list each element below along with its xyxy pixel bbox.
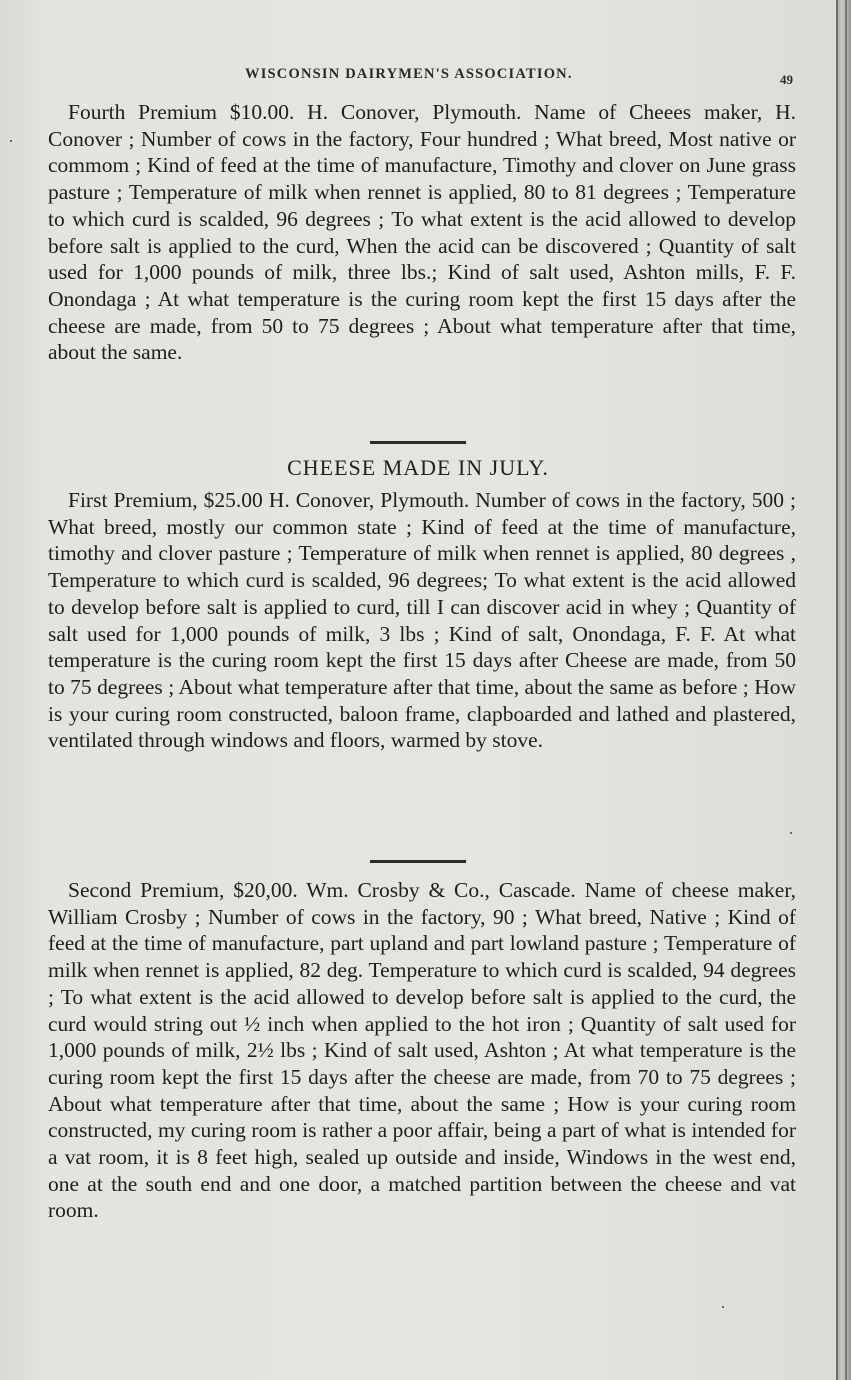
running-head xyxy=(0,66,836,86)
paragraph-july-second-premium: Second Premium, $20,00. Wm. Crosby & Co., Cascade. Name of cheese maker, William Crosby ; Number of cows in the factory, 90 ; What breed, Native ; Kind of feed at the time of manufacture, part upland and part lowland pasture ; Temperature of milk when rennet is applied, 82 deg. Temperature to which curd is scalded, 94 degrees ; To what extent is the acid allowed to develop before salt is applied to the curd, the curd would string out ½ inch when applied to the hot iron ; Quantity of salt used for 1,000 pounds of milk, 2½ lbs ; Kind of salt used, Ashton ; At what temperature is the curing room kept the first 15 days after the cheese are made, from 70 to 75 degrees ; About what temperature after that time, about the same ; How is your curing room constructed, my curing room is rather a poor affair, being a part of what is intended for a vat room, it is 8 feet high, sealed up outside and inside, Windows in the west end, one at the south end and one door, a matched partition between the cheese and vat room. xyxy=(48,878,796,1223)
page-edge xyxy=(836,0,851,1380)
page-number: 49 xyxy=(780,72,793,87)
paragraph-divider xyxy=(370,860,466,863)
ink-speck xyxy=(722,1306,724,1308)
ink-speck xyxy=(790,832,792,834)
page-edge-line xyxy=(845,0,847,1380)
page-edge-line xyxy=(836,0,838,1380)
paragraph-fourth-premium: Fourth Premium $10.00. H. Conover, Plymouth. Name of Cheees maker, H. Conover ; Number of cows in the factory, Four hundred ; What breed, Most native or commom ; Kind of feed at the time of manufacture, Timothy and clover on June grass pasture ; Temperature of milk when rennet is applied, 80 to 81 degrees ; Temperature to which curd is scalded, 96 degrees ; To what extent is the acid allowed to develop before salt is applied to the curd, When the acid can be discovered ; Quantity of salt used for 1,000 pounds of milk, three lbs.; Kind of salt used, Ashton mills, F. F. Onondaga ; At what temperature is the curing room kept the first 15 days after the cheese are made, from 50 to 75 degrees ; About what temperature after that time, about the same. xyxy=(48,100,796,365)
ink-speck xyxy=(10,140,12,142)
section-divider xyxy=(370,441,466,444)
section-heading: CHEESE MADE IN JULY. xyxy=(287,455,549,480)
paragraph-july-first-premium: First Premium, $25.00 H. Conover, Plymouth. Number of cows in the factory, 500 ; What breed, mostly our common state ; Kind of feed at the time of manufacture, timothy and clover pasture ; Temperature of milk when rennet is applied, 80 degrees , Temperature to which curd is scalded, 96 degrees; To what extent is the acid allowed to develop before salt is applied to curd, till I can discover acid in whey ; Quantity of salt used for 1,000 pounds of milk, 3 lbs ; Kind of salt, Onondaga, F. F. At what temperature is the curing room kept the first 15 days after Cheese are made, from 50 to 75 degrees ; About what temperature after that time, about the same as before ; How is your curing room constructed, baloon frame, clapboarded and lathed and plastered, ventilated through windows and floors, warmed by stove. xyxy=(48,488,796,753)
running-head-title: WISCONSIN DAIRYMEN'S ASSOCIATION. xyxy=(245,66,573,82)
